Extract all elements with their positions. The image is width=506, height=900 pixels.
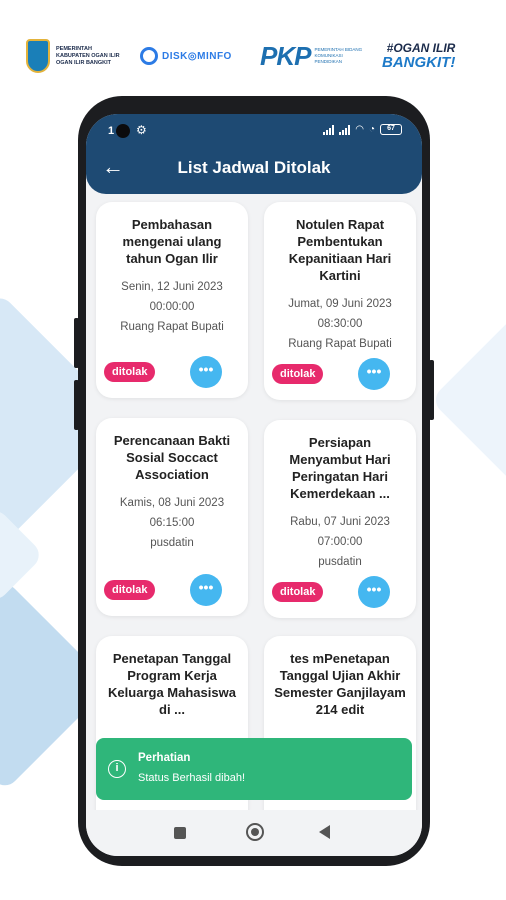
camera-icon: [116, 124, 130, 138]
logo-text: PKP: [260, 40, 311, 71]
system-back-icon[interactable]: [319, 825, 330, 839]
card-date: Senin, 12 Juni 2023: [121, 281, 223, 293]
status-bar: [86, 114, 422, 148]
card-time: 06:15:00: [149, 517, 195, 529]
card-time: 08:30:00: [317, 318, 363, 330]
logo-text: OGAN ILIR BANGKIT: [56, 59, 111, 66]
schedule-card[interactable]: [96, 202, 248, 398]
back-arrow-icon[interactable]: ←: [102, 154, 124, 179]
card-date: Kamis, 08 Juni 2023: [119, 497, 225, 509]
schedule-card[interactable]: [96, 418, 248, 616]
card-date: Jumat, 09 Juni 2023: [288, 298, 392, 310]
card-title: Persiapan Menyambut Hari Peringatan Hari Kemerdekaan ...: [289, 435, 391, 501]
info-icon: i: [108, 760, 126, 778]
card-place: Ruang Rapat Bupati: [120, 321, 224, 333]
status-badge: ditolak: [272, 364, 323, 384]
logo-text: DISK◎MINFO: [162, 50, 232, 62]
card-time: 07:00:00: [317, 536, 363, 548]
card-title: tes mPenetapan Tanggal Ujian Akhir Semester Ganjilayam 214 edit: [274, 651, 406, 717]
decor-diamond: [430, 315, 506, 485]
more-options-button[interactable]: •••: [358, 576, 390, 608]
logo-text: #OGAN ILIR: [386, 40, 456, 55]
more-options-button[interactable]: •••: [190, 574, 222, 606]
card-title: Perencanaan Bakti Sosial Soccact Association: [113, 433, 231, 482]
logo-text: KABUPATEN OGAN ILIR: [56, 52, 120, 59]
phone-screen: [86, 114, 422, 856]
schedule-card[interactable]: [264, 420, 416, 618]
card-time: 00:00:00: [149, 301, 195, 313]
status-time: 1: [108, 125, 115, 137]
card-place: Ruang Rapat Bupati: [288, 338, 392, 350]
card-title: Notulen Rapat Pembentukan Kepanitiaan Hari Kartini: [288, 217, 392, 283]
recents-icon[interactable]: [174, 827, 186, 839]
card-title: Pembahasan mengenai ulang tahun Ogan Ilir: [122, 217, 222, 266]
status-badge: ditolak: [104, 580, 155, 600]
wifi-icon: ◠: [355, 124, 364, 135]
snackbar-title: Perhatian: [138, 752, 191, 764]
card-place: pusdatin: [318, 556, 362, 568]
signal-icon: [339, 125, 350, 135]
system-nav-bar: [86, 810, 422, 856]
card-date: Rabu, 07 Juni 2023: [290, 516, 390, 528]
gear-icon: ⚙: [136, 123, 147, 137]
status-badge: ditolak: [272, 582, 323, 602]
logo-text: PEMERINTAH: [56, 45, 92, 52]
battery-icon: 67: [380, 124, 402, 135]
pemkab-logo: [26, 32, 120, 80]
alarm-icon: ◔: [368, 124, 375, 135]
card-place: pusdatin: [150, 537, 194, 549]
diskominfo-logo: [140, 32, 232, 80]
page-title: List Jadwal Ditolak: [177, 158, 331, 177]
logo-row: [0, 32, 506, 80]
status-badge: ditolak: [104, 362, 155, 382]
app-bar: [86, 114, 422, 194]
more-options-button[interactable]: •••: [190, 356, 222, 388]
logo-text: PEMERINTAH BIDANG KOMUNIKASI PENDIDIKAN: [314, 47, 363, 64]
pkp-logo: [260, 32, 370, 80]
ogan-ilir-bangkit-logo: [382, 32, 455, 80]
card-title: Penetapan Tanggal Program Kerja Keluarga Mahasiswa di ...: [108, 651, 236, 717]
diskominfo-icon: [140, 47, 158, 65]
snackbar-message: Status Berhasil dibah!: [138, 772, 246, 784]
crest-icon: [26, 39, 50, 73]
signal-icon: [323, 125, 334, 135]
snackbar[interactable]: [96, 738, 412, 800]
home-icon[interactable]: [246, 823, 264, 841]
more-options-button[interactable]: •••: [358, 358, 390, 390]
schedule-card[interactable]: [264, 202, 416, 400]
logo-text: BANGKIT!: [382, 53, 456, 71]
